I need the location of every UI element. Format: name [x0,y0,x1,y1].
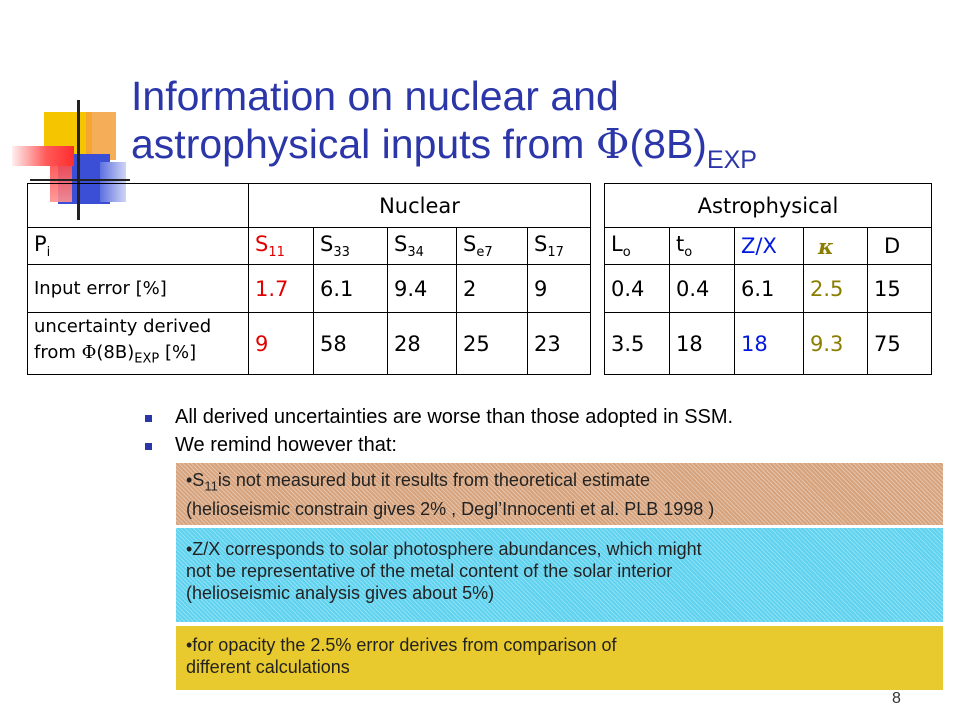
note-line: $•S_{11}is$ not measured but it results from theoretical estimate [186,470,650,494]
uncertainty-value: 9 [249,313,314,375]
uncertainty-value: 58 [314,313,388,375]
bullet-text: All derived uncertainties are worse than those adopted in SSM. [175,406,734,428]
input-error-value: 6.1 [735,265,804,313]
param-nuclear: $S_{33}$ [314,228,388,265]
input-error-value: 1.7 [249,265,314,313]
uncertainty-value: 9.3 [804,313,868,375]
uncertainty-value: 23 [528,313,591,375]
param-nuclear: $S_{e7}$ [457,228,528,265]
param-astro: $t_o$ [670,228,735,265]
bullet-text: We remind however that: [175,434,397,456]
slide-title [131,72,931,184]
phi-symbol: Φ [595,120,630,168]
bullet-item [145,403,733,431]
title-line-1: Information on nuclear and [131,73,619,119]
uncertainty-label [28,313,249,375]
input-error-row [28,265,932,313]
bullet-item [145,431,733,459]
table-gap [591,265,605,313]
input-error-value: 2 [457,265,528,313]
note-box-s11 [176,463,943,525]
note-line: (helioseismic constrain gives 2% , Degl’Innocenti et al. PLB 1998 ) [186,498,715,519]
param-astro: D [868,228,932,265]
input-error-label: Input error [%] [28,265,249,313]
uncertainty-value: 3.5 [605,313,670,375]
uncertainty-value: 18 [735,313,804,375]
param-astro: $L_o$ [605,228,670,265]
note-line: •for opacity the 2.5% error derives from comparison of [186,635,617,655]
parameter-row [28,228,932,265]
note-line: •Z/X corresponds to solar photosphere abundances, which might [186,539,702,559]
input-error-value: 2.5 [804,265,868,313]
input-error-value: 15 [868,265,932,313]
note-line: different calculations [186,657,350,677]
note-box-opacity [176,626,943,690]
page-number: 8 [892,690,901,707]
uncertainty-label-line-2: from $\Phi(8B)_{EXP}$ [%] [34,342,197,367]
uncertainty-row [28,313,932,375]
uncertainty-value: 75 [868,313,932,375]
table-gap [591,184,605,228]
uncertainty-value: 25 [457,313,528,375]
input-error-value: 0.4 [605,265,670,313]
note-line: (helioseismic analysis gives about 5%) [186,583,495,603]
param-nuclear: $S_{34}$ [388,228,457,265]
title-line-2 [131,120,931,184]
logo-orange-square [86,112,116,160]
uncertainty-value: 18 [670,313,735,375]
note-box-zx [176,528,943,622]
parameters-table [27,183,932,375]
input-error-value: 9 [528,265,591,313]
param-label: $P_i$ [28,228,249,265]
header-empty-cell [28,184,249,228]
table-gap [591,228,605,265]
bullet-square-icon [145,415,152,422]
title-text: astrophysical inputs from [131,121,596,167]
table-gap [591,313,605,375]
logo-horizontal-line [30,179,130,181]
title-subscript: EXP [706,146,757,174]
phi-symbol: Φ [81,342,97,364]
uncertainty-value: 28 [388,313,457,375]
input-error-value: 6.1 [314,265,388,313]
note-line: not be representative of the metal content of the solar interior [186,561,673,581]
logo-red-bar [12,146,74,166]
astrophysical-header: Astrophysical [605,184,932,228]
input-error-value: 0.4 [670,265,735,313]
param-nuclear: $S_{11}$ [249,228,314,265]
group-header-row [28,184,932,228]
param-astro: κ [804,228,868,265]
bullet-list [145,403,733,459]
nuclear-header: Nuclear [249,184,591,228]
bullet-square-icon [145,443,152,450]
input-error-value: 9.4 [388,265,457,313]
uncertainty-label-line-1: uncertainty derived [34,316,212,338]
param-astro: Z/X [735,228,804,265]
param-nuclear: $S_{17}$ [528,228,591,265]
title-text-8b: (8B) [629,121,707,167]
